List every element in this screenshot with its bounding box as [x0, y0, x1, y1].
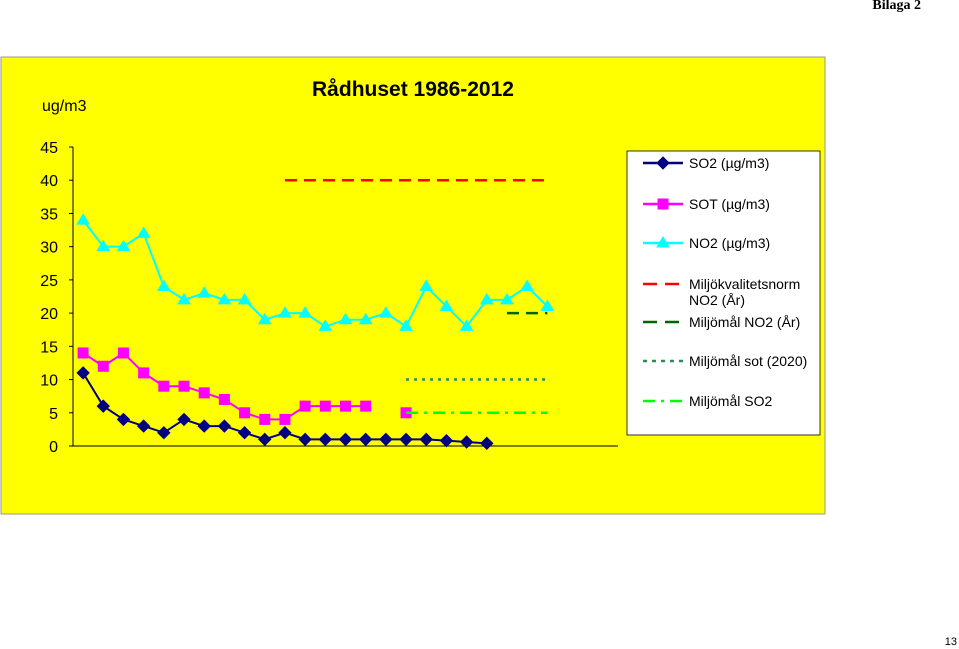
series-2-point [240, 408, 250, 418]
series-2-point [199, 388, 209, 398]
legend-label: NO2 (År) [689, 292, 745, 308]
legend-label: SO2 (µg/m3) [689, 155, 770, 171]
y-tick-label: 20 [40, 306, 58, 324]
series-2-point [179, 381, 189, 391]
legend-label: Miljökvalitetsnorm [689, 276, 801, 292]
y-tick-label: 40 [40, 173, 58, 191]
legend-label: Miljömål NO2 (År) [689, 314, 801, 330]
y-tick-label: 35 [40, 206, 58, 224]
y-tick-label: 0 [49, 439, 58, 456]
series-2-point [341, 401, 351, 411]
legend-label: Miljömål sot (2020) [689, 353, 808, 369]
y-tick-label: 45 [40, 140, 58, 157]
y-tick-label: 15 [40, 339, 58, 357]
y-tick-label: 5 [49, 405, 58, 423]
y-tick-label: 25 [40, 272, 58, 290]
chart-title: Rådhuset 1986-2012 [312, 78, 514, 101]
series-2-point [98, 361, 108, 371]
series-2-point [159, 381, 169, 391]
legend-label: Miljömål SO2 [689, 393, 773, 409]
page-header: Bilaga 2 [872, 0, 921, 13]
series-2-point [280, 414, 290, 424]
page-number: 13 [944, 636, 957, 648]
series-2-point [320, 401, 330, 411]
legend-label: NO2 (µg/m3) [689, 235, 771, 251]
y-tick-label: 10 [40, 372, 58, 390]
y-unit-label: ug/m3 [42, 98, 87, 115]
series-2-point [260, 414, 270, 424]
series-2-point [219, 394, 229, 404]
series-2-point [118, 348, 128, 358]
series-2-point [361, 401, 371, 411]
series-2-point [139, 368, 149, 378]
y-tick-label: 30 [40, 239, 58, 257]
legend-label: SOT (µg/m3) [689, 196, 770, 212]
series-2-point [300, 401, 310, 411]
series-2-point [78, 348, 88, 358]
legend-swatch-marker [658, 199, 668, 209]
